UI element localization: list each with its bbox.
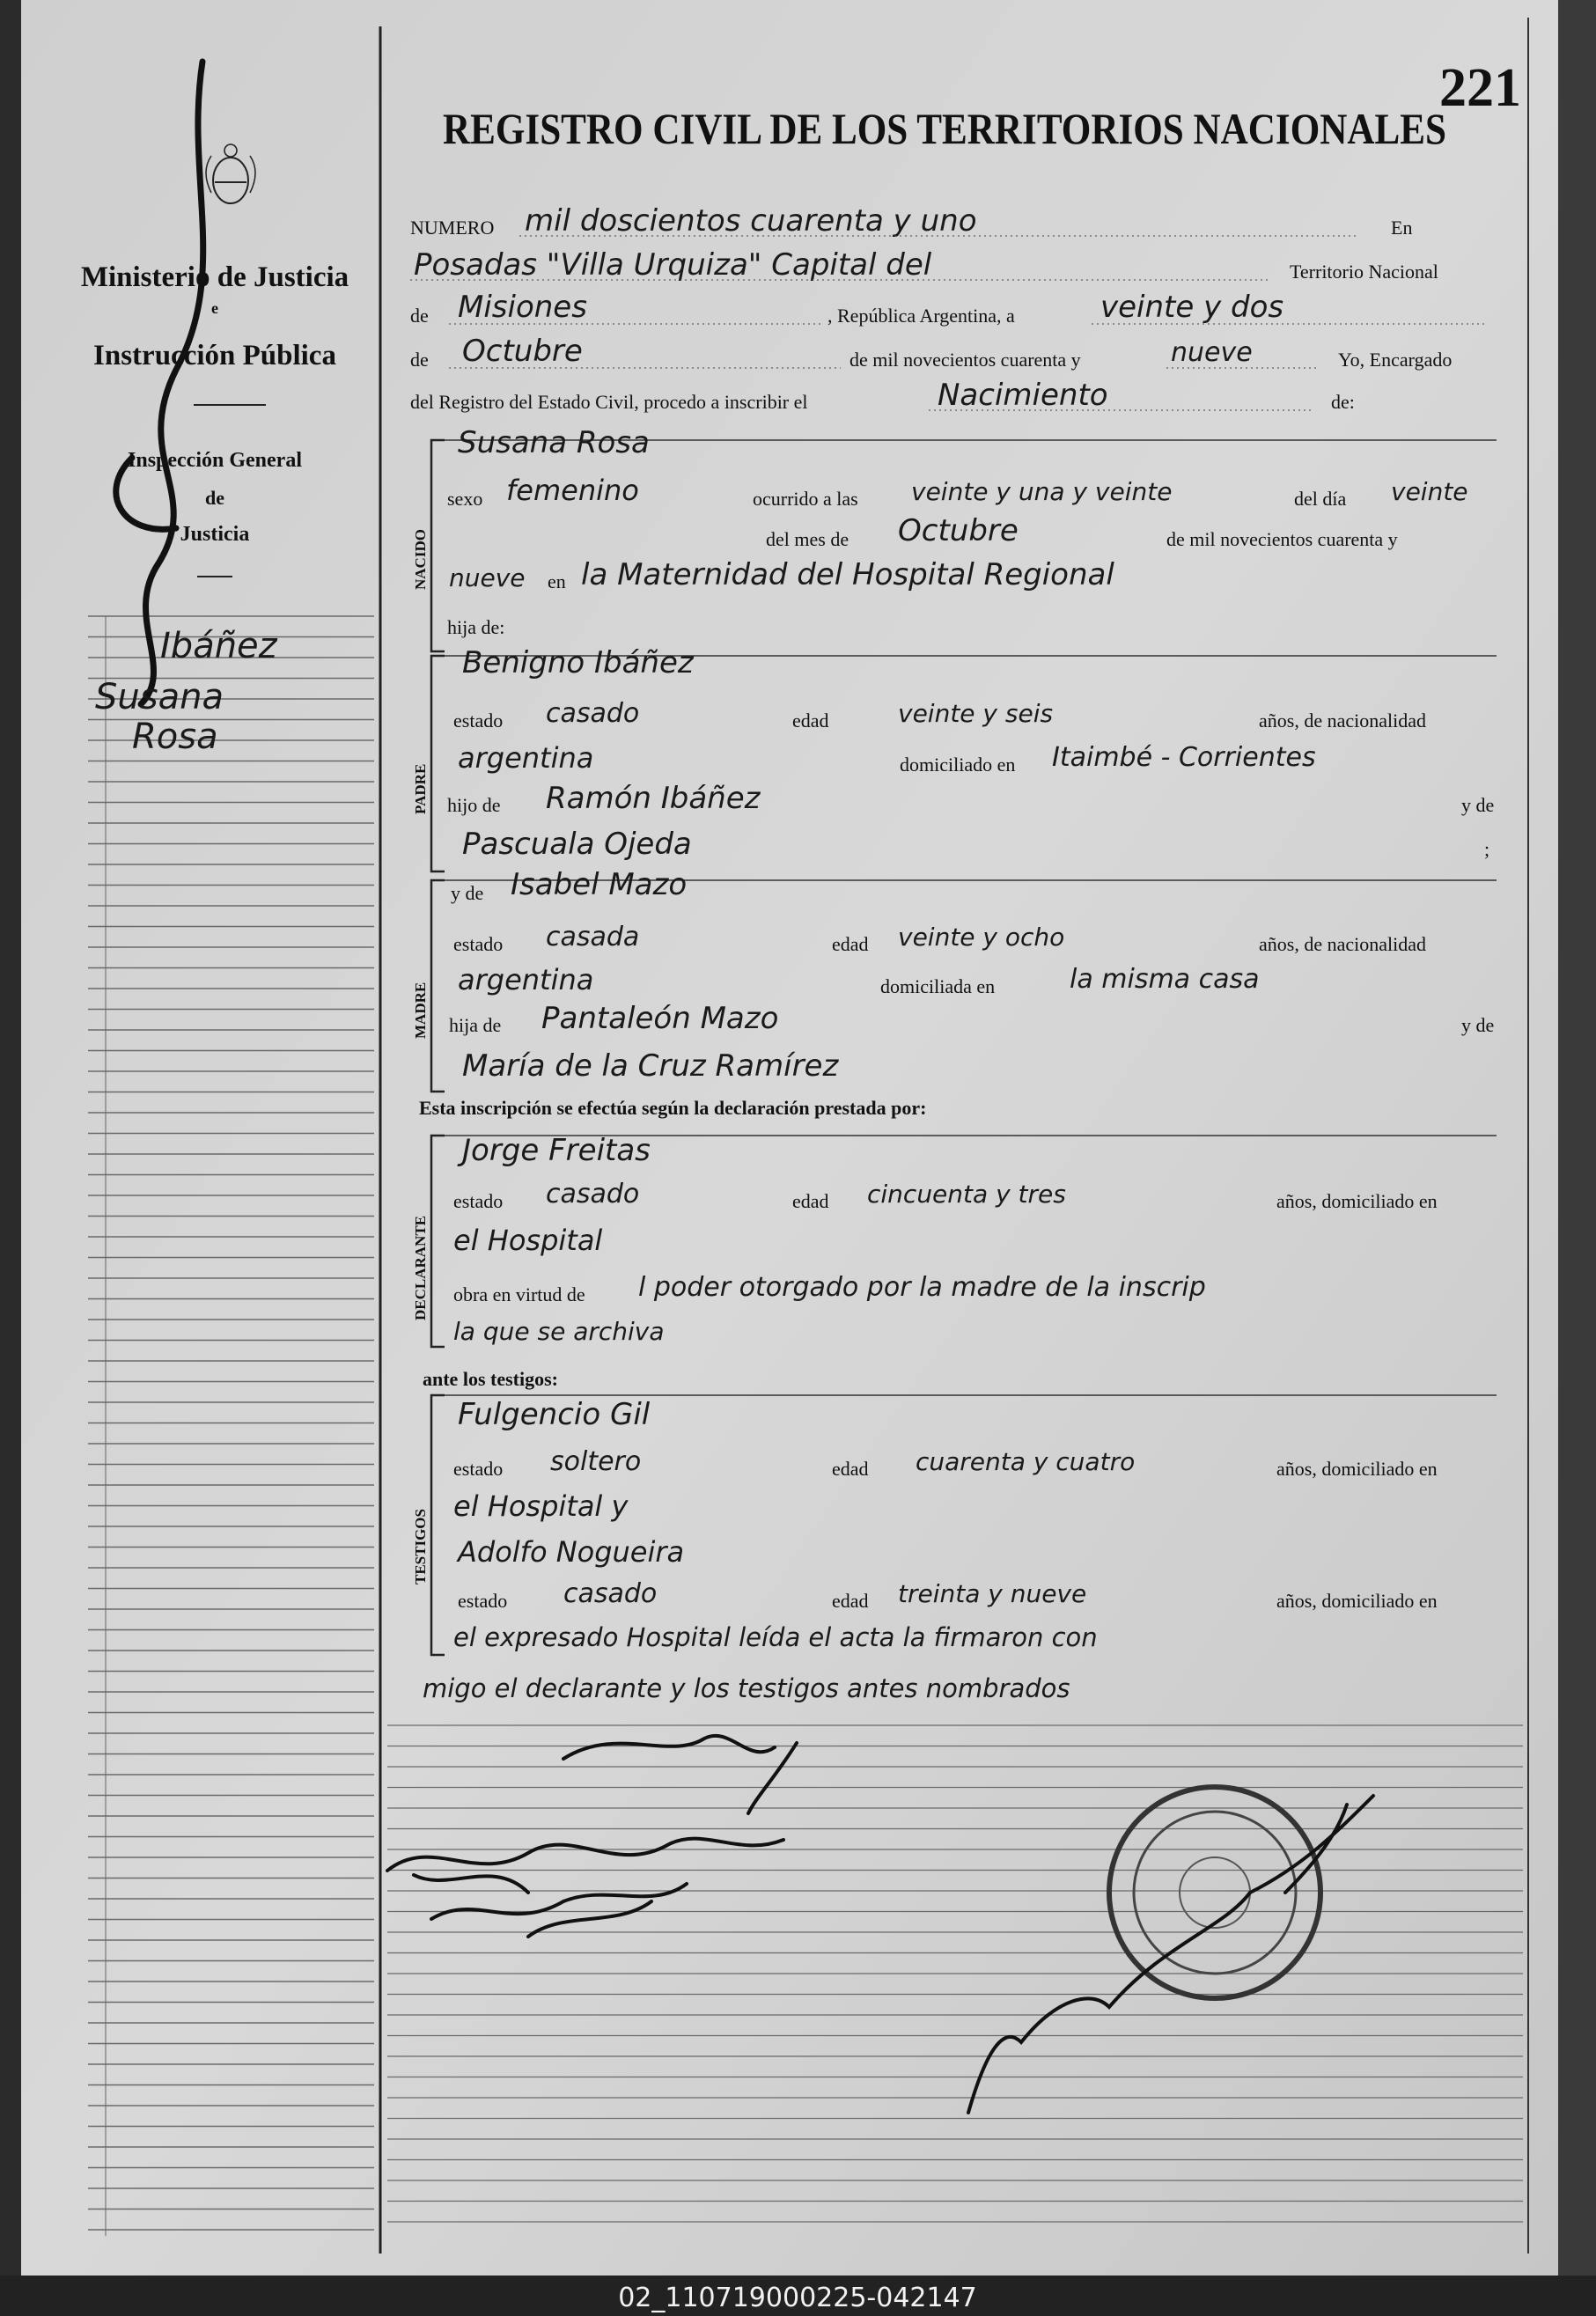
semicolon: ;: [1484, 838, 1490, 860]
testigo2-name: Adolfo Nogueira: [458, 1535, 685, 1569]
edad-value: veinte y seis: [898, 699, 1054, 728]
dia-value: veinte y dos: [1100, 290, 1284, 325]
edad-label: edad: [832, 1590, 869, 1612]
page-number: 221: [1439, 58, 1521, 118]
anios-label: años, domiciliado en: [1276, 1458, 1438, 1480]
edad-value: treinta y nueve: [898, 1579, 1087, 1608]
madre-name: Isabel Mazo: [511, 867, 688, 902]
lugar-value: la Maternidad del Hospital Regional: [581, 557, 1114, 592]
declarante-name: Jorge Freitas: [462, 1133, 651, 1168]
edad-label: edad: [832, 933, 869, 955]
y-de-label: y de: [1461, 794, 1495, 816]
nacionalidad-value: argentina: [458, 963, 594, 996]
domicilio-value: Itaimbé - Corrientes: [1052, 742, 1316, 773]
mes-value: Octubre: [462, 334, 583, 369]
padre-section-label: PADRE: [412, 763, 429, 814]
estado-value: casado: [546, 698, 640, 729]
obra-value-2: la que se archiva: [453, 1317, 665, 1346]
anios-label: años, de nacionalidad: [1259, 933, 1426, 955]
mes-value: Octubre: [898, 513, 1019, 548]
edad-value: veinte y ocho: [898, 923, 1065, 952]
anios-label: años, domiciliado en: [1276, 1190, 1438, 1212]
estado-label: estado: [453, 710, 504, 732]
page-title: REGISTRO CIVIL DE LOS TERRITORIOS NACIONALES: [443, 104, 1446, 153]
margin-name-3: Rosa: [132, 717, 218, 757]
territorio-value: Misiones: [458, 290, 587, 325]
en-label: en: [548, 570, 566, 592]
ministry-line-3: Instrucción Pública: [93, 340, 336, 371]
declarante-section-label: DECLARANTE: [412, 1215, 429, 1320]
edad-label: edad: [832, 1458, 869, 1480]
madre-father-name: Pantaleón Mazo: [541, 1001, 779, 1036]
edad-label: edad: [792, 710, 829, 732]
estado-value: casado: [546, 1179, 640, 1209]
inspection-line-2: de: [205, 487, 224, 509]
inspection-line-1: Inspección General: [128, 449, 302, 472]
estado-value: soltero: [550, 1446, 642, 1477]
signature-2-text: Fulgencio Gil: [396, 1822, 645, 1867]
padre-mother-name: Pascuala Ojeda: [462, 827, 692, 862]
testigos-label: ante los testigos:: [423, 1368, 558, 1390]
de-label: de: [410, 349, 429, 371]
y-de-label: y de: [1461, 1014, 1495, 1036]
anios-label: años, de nacionalidad: [1259, 710, 1426, 732]
edad-value: cuarenta y cuatro: [916, 1447, 1136, 1476]
nacido-section-label: NACIDO: [412, 529, 429, 590]
estado-label: estado: [453, 1458, 504, 1480]
sexo-label: sexo: [447, 488, 483, 510]
margin-name-2: Susana: [95, 677, 224, 717]
de-label: de: [410, 305, 429, 327]
right-edge: [1558, 0, 1596, 2316]
edad-value: cincuenta y tres: [867, 1180, 1066, 1209]
edad-label: edad: [792, 1190, 829, 1212]
margin-name-1: Ibáñez: [160, 626, 277, 666]
inspection-line-3: Justicia: [180, 523, 250, 546]
domicilio-value: el Hospital y: [453, 1489, 629, 1523]
domicilio-label: domiciliado en: [900, 754, 1016, 776]
padre-name: Benigno Ibáñez: [462, 645, 694, 680]
ministry-line-1: Ministerio de Justicia: [80, 261, 349, 293]
nacionalidad-value: argentina: [458, 741, 594, 775]
estado-label: estado: [458, 1590, 508, 1612]
estado-label: estado: [453, 933, 504, 955]
dia-value: veinte: [1391, 477, 1468, 506]
y-de-label: y de: [451, 882, 484, 904]
dia-label: del día: [1294, 488, 1347, 510]
en-label: En: [1391, 217, 1413, 239]
nacido-name: Susana Rosa: [458, 425, 650, 460]
closing-text: migo el declarante y los testigos antes nombrados: [423, 1673, 1070, 1703]
hijo-label: hijo de: [447, 794, 501, 816]
domicilio-value: el expresado Hospital leída el acta la firmaron con: [453, 1622, 1098, 1652]
testigo1-name: Fulgencio Gil: [458, 1397, 651, 1432]
domicilio-label: domiciliada en: [880, 975, 996, 997]
obra-label: obra en virtud de: [453, 1283, 585, 1305]
obra-value: l poder otorgado por la madre de la inscrip: [638, 1272, 1206, 1303]
estado-value: casada: [546, 922, 640, 952]
hija-label: hija de:: [447, 616, 505, 638]
testigos-section-label: TESTIGOS: [412, 1509, 429, 1584]
hija-label: hija de: [449, 1014, 502, 1036]
place-value: Posadas "Villa Urquiza" Capital del: [414, 247, 932, 283]
registro-label: del Registro del Estado Civil, procedo a inscribir el: [410, 391, 808, 413]
anio-label: de mil novecientos cuarenta y: [849, 349, 1081, 371]
mes-label: del mes de: [766, 528, 849, 550]
anio-value: nueve: [449, 563, 526, 592]
sexo-value: femenino: [506, 474, 639, 507]
anio-label: de mil novecientos cuarenta y: [1166, 528, 1398, 550]
madre-mother-name: María de la Cruz Ramírez: [462, 1048, 839, 1084]
file-caption: 02_110719000225-042147: [618, 2283, 977, 2313]
de-colon-label: de:: [1331, 391, 1355, 413]
domicilio-value: el Hospital: [453, 1224, 603, 1257]
binding-edge: [0, 0, 21, 2316]
madre-section-label: MADRE: [412, 982, 429, 1039]
anio-value: nueve: [1171, 337, 1253, 368]
republica-label: , República Argentina, a: [827, 305, 1015, 327]
signature-1-text: Jorge F: [572, 1725, 707, 1770]
padre-father-name: Ramón Ibáñez: [546, 781, 761, 816]
ministry-line-2: e: [211, 299, 218, 317]
estado-value: casado: [563, 1578, 658, 1609]
numero-value: mil doscientos cuarenta y uno: [525, 203, 977, 239]
signature-3-text: Nogueira: [440, 1887, 600, 1928]
estado-label: estado: [453, 1190, 504, 1212]
hora-value: veinte y una y veinte: [911, 477, 1173, 506]
ocurrido-label: ocurrido a las: [753, 488, 858, 510]
encargado-label: Yo, Encargado: [1338, 349, 1453, 371]
officer-signature-text: Ludovico: [977, 2060, 1151, 2105]
declaracion-label: Esta inscripción se efectúa según la declaración prestada por:: [419, 1097, 927, 1119]
domicilio-value: la misma casa: [1070, 964, 1260, 995]
acto-value: Nacimiento: [938, 378, 1108, 413]
numero-label: NUMERO: [410, 217, 495, 239]
territorio-label: Territorio Nacional: [1290, 261, 1438, 283]
anios-label: años, domiciliado en: [1276, 1590, 1438, 1612]
